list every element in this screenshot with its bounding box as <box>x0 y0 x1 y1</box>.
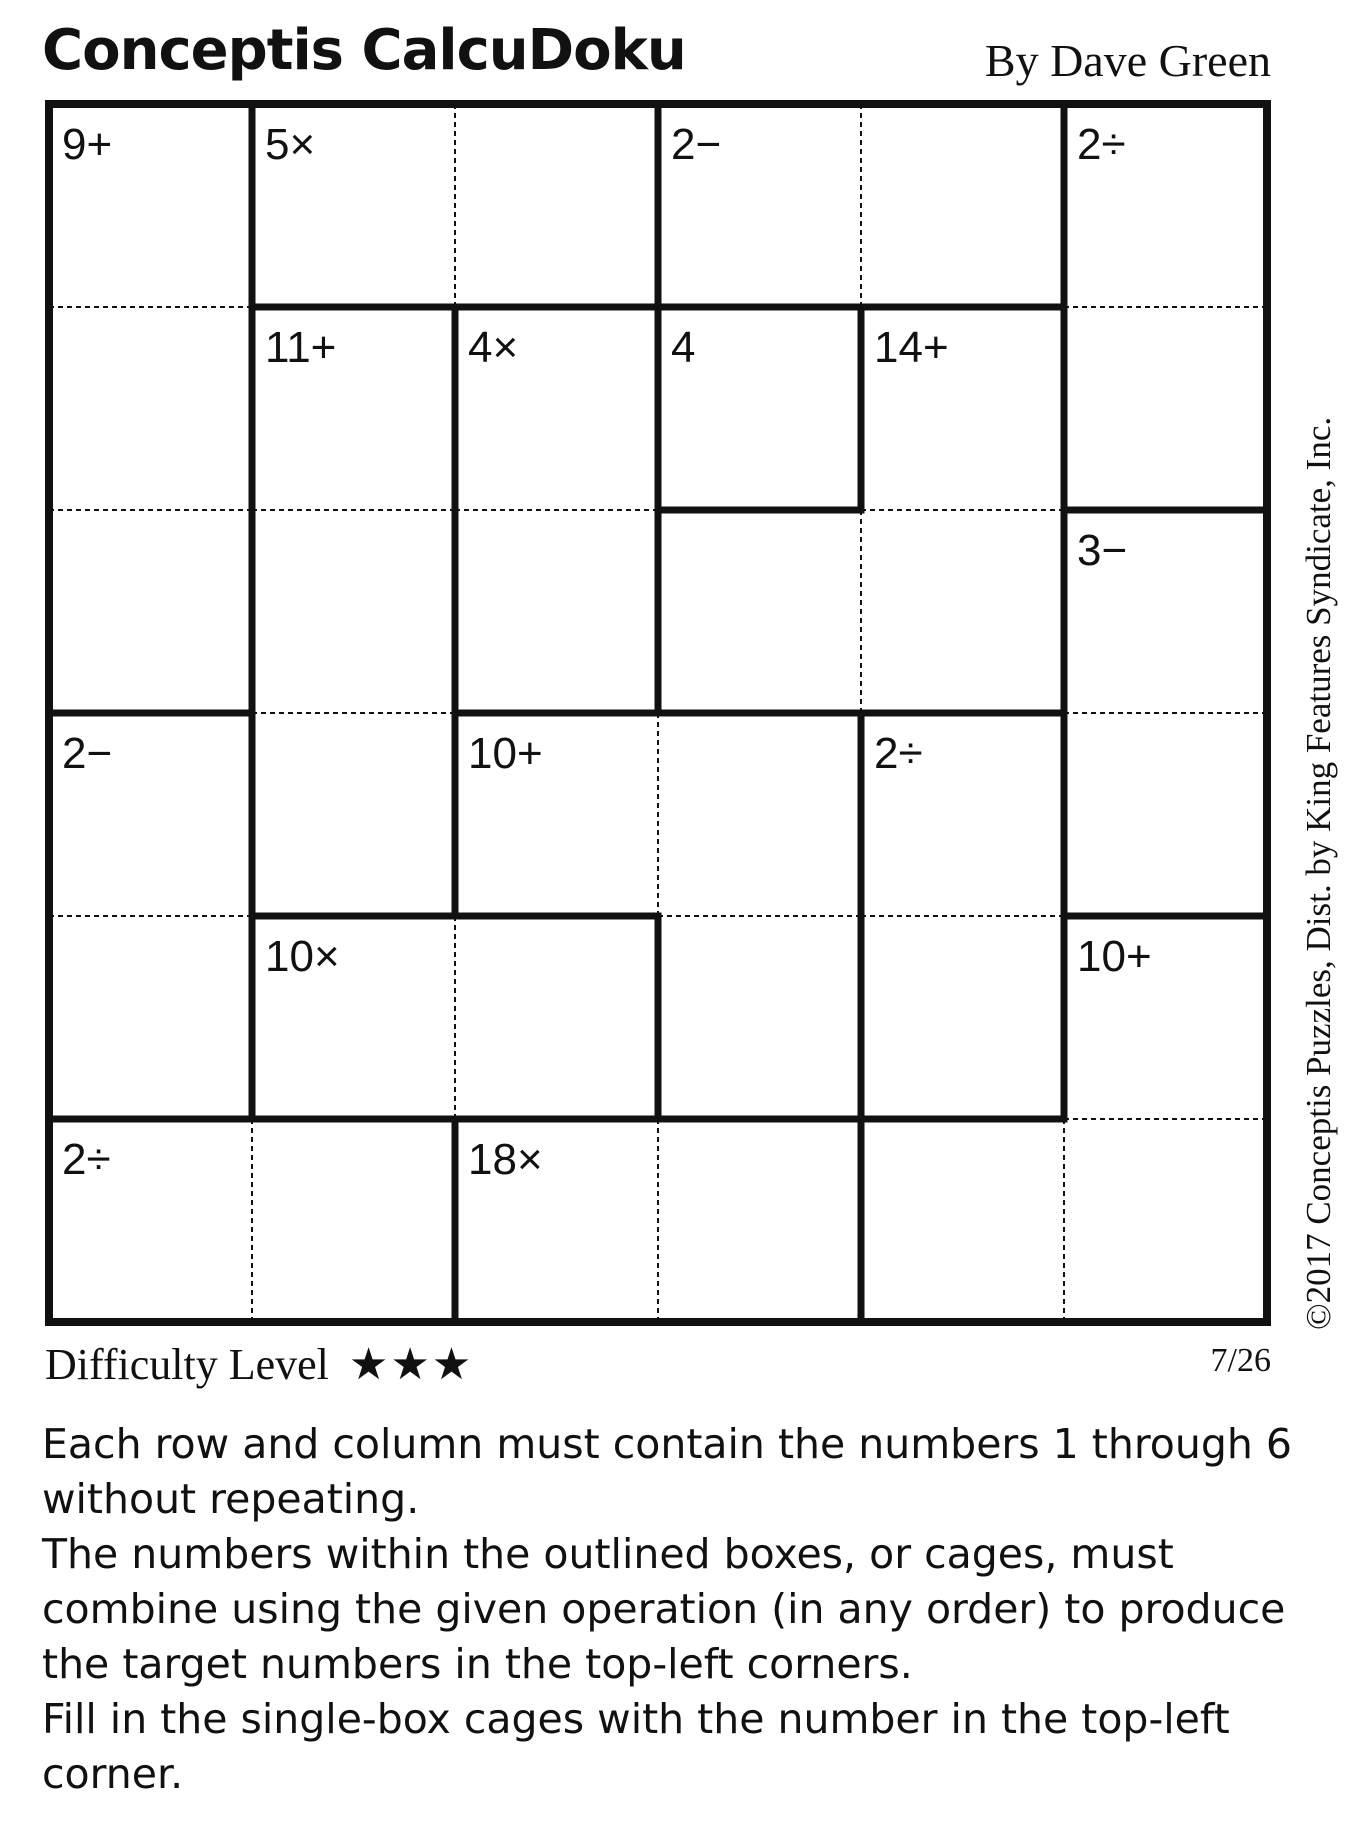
cage-clue: 2÷ <box>874 729 923 778</box>
cage-clue: 2÷ <box>62 1135 111 1184</box>
grid-cell[interactable] <box>49 307 252 510</box>
copyright-notice: ©2017 Conceptis Puzzles, Dist. by King Features Syndicate, Inc. <box>1299 416 1338 1330</box>
instructions <box>42 1417 1322 1802</box>
grid-cell[interactable] <box>861 1119 1064 1322</box>
difficulty-stars: ★★★ <box>348 1340 474 1389</box>
cage-clue: 2− <box>62 729 113 778</box>
grid-cell[interactable] <box>455 104 658 307</box>
instruction-2: The numbers within the outlined boxes, or cages, must combine using the given operation (in any order) to produce the target numbers in the top-left corners. <box>42 1530 1286 1688</box>
grid-cell[interactable] <box>658 510 861 713</box>
grid-cell[interactable] <box>49 510 252 713</box>
grid-cell[interactable] <box>252 713 455 916</box>
cage-clue: 3− <box>1077 526 1128 575</box>
cage-clue: 2− <box>671 120 722 169</box>
grid-cell[interactable] <box>49 916 252 1119</box>
cage-clue: 14+ <box>874 323 949 372</box>
cage-clue: 5× <box>265 120 316 169</box>
grid-cell[interactable] <box>1064 713 1267 916</box>
cage-clue: 11+ <box>265 323 337 372</box>
grid-cell[interactable] <box>861 104 1064 307</box>
cage-clue: 4× <box>468 323 519 372</box>
cage-clue: 18× <box>468 1135 543 1184</box>
cage-clue: 4 <box>671 323 696 372</box>
grid-cell[interactable] <box>252 1119 455 1322</box>
grid-cell[interactable] <box>658 713 861 916</box>
grid-cell[interactable] <box>861 510 1064 713</box>
grid-cell[interactable] <box>658 1119 861 1322</box>
grid-cell[interactable] <box>455 510 658 713</box>
instruction-3: Fill in the single-box cages with the number in the top-left corner. <box>42 1695 1230 1798</box>
grid-cell[interactable] <box>1064 307 1267 510</box>
cage-clue: 10+ <box>1077 932 1152 981</box>
author-credit: By Dave Green <box>984 35 1271 86</box>
puzzle-title: Conceptis CalcuDoku <box>42 18 686 83</box>
grid-cell[interactable] <box>252 510 455 713</box>
difficulty-level <box>45 1339 473 1390</box>
cage-clue: 10+ <box>468 729 543 778</box>
grid-cell[interactable] <box>861 916 1064 1119</box>
instruction-1: Each row and column must contain the numbers 1 through 6 without repeating. <box>42 1420 1292 1523</box>
cage-clue: 2÷ <box>1077 120 1126 169</box>
grid-cell[interactable] <box>658 916 861 1119</box>
cage-clue: 9+ <box>62 120 113 169</box>
grid-cell[interactable] <box>1064 1119 1267 1322</box>
cage-clue: 10× <box>265 932 340 981</box>
puzzle-date: 7/26 <box>1210 1342 1271 1379</box>
grid-cell[interactable] <box>455 916 658 1119</box>
difficulty-label: Difficulty Level <box>45 1340 329 1389</box>
